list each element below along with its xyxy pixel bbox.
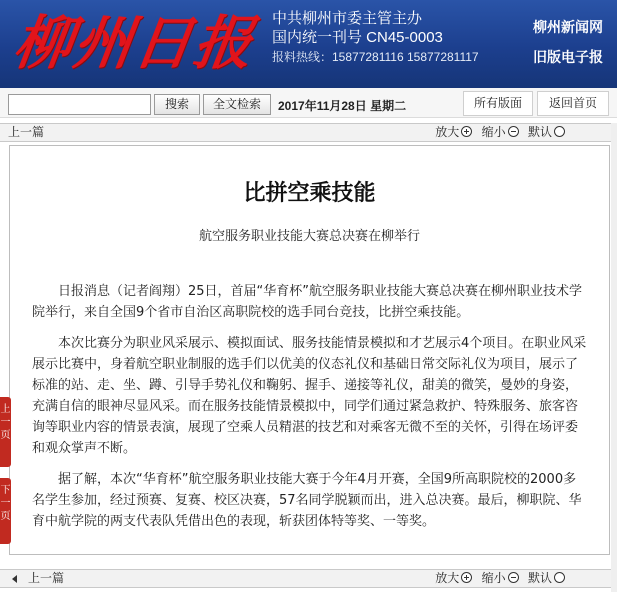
search-input[interactable] (8, 94, 151, 115)
zoom-in-label: 放大 (435, 125, 460, 139)
article-body (32, 281, 588, 542)
side-tab-char: 上 (0, 404, 11, 415)
prev-article-link[interactable]: 上一篇 (8, 125, 45, 139)
minus-circle-icon (508, 572, 519, 583)
zoom-default-button-bottom[interactable] (528, 570, 565, 587)
vertical-scrollbar[interactable] (611, 123, 617, 592)
left-triangle-icon (12, 575, 17, 583)
zoom-in-button-bottom[interactable] (435, 570, 472, 587)
article-nav-top (0, 123, 617, 142)
side-tab-char: 下 (0, 485, 11, 496)
zoom-default-button[interactable] (528, 124, 565, 141)
hotline: 报料热线：15877281116 15877281117 (272, 50, 479, 64)
prev-article-link-bottom[interactable]: 上一篇 (28, 571, 65, 585)
plus-circle-icon (461, 126, 472, 137)
sponsor-line: 中共柳州市委主管主办 (272, 10, 423, 27)
cn-number: 国内统一刊号 CN45-0003 (272, 29, 443, 46)
article-panel (9, 145, 610, 555)
old-edition-link[interactable]: 旧版电子报 (533, 49, 603, 65)
article-paragraph: 本次比赛分为职业风采展示、模拟面试、服务技能情景模拟和才艺展示4个项目。在职业风采展示比赛中，身着航空职业制服的选手们以优美的仪态礼仪和基础日常交际礼仪为项目，展示了标准的站、走、坐、蹲、引导手势礼仪和鞠躬、握手、递接等礼仪，甜美的微笑，曼妙的身姿，充满自信的眼神尽显风采。而在服务技能情景模拟中，同学们通过紧急救护、特殊服务、旅客咨询等职业内容的情景表演，展现了空乘人员精湛的技艺和对乘客无微不至的关怀，引得在场评委和观众掌声不断。 (32, 336, 587, 456)
issue-date: 2017年11月28日 星期二 (278, 99, 407, 113)
masthead (0, 0, 617, 88)
circle-icon (554, 126, 565, 137)
back-home-button[interactable]: 返回首页 (537, 91, 609, 116)
side-tab-char: 页 (0, 511, 11, 522)
article-paragraph: 日报消息（记者阎翔）25日，首届“华育杯”航空服务职业技能大赛总决赛在柳州职业技术学院举行，来自全国9个省市自治区高职院校的选手同台竞技，比拼空乘技能。 (32, 284, 583, 320)
article-subtitle: 航空服务职业技能大赛总决赛在柳举行 (198, 229, 420, 244)
zoom-out-label: 缩小 (481, 125, 506, 139)
zoom-out-label: 缩小 (481, 571, 506, 585)
zoom-controls-bottom (429, 570, 565, 587)
article-paragraph: 据了解，本次“华育杯”航空服务职业技能大赛于今年4月开赛，全国9所高职院校的2000多名学生参加，经过预赛、复赛、校区决赛，57名同学脱颖而出，进入总决赛。最后，柳职院、华育中航学院的两支代表队凭借出色的表现，斩获团体特等奖、一等奖。 (32, 472, 582, 529)
plus-circle-icon (461, 572, 472, 583)
zoom-out-button[interactable] (482, 124, 519, 141)
zoom-default-label: 默认 (527, 571, 552, 585)
side-tab-char: 页 (0, 430, 11, 441)
side-tab-char: 一 (0, 498, 11, 509)
zoom-in-button[interactable] (435, 124, 472, 141)
side-tab-char: 一 (0, 417, 11, 428)
prev-page-tab[interactable] (0, 397, 11, 467)
zoom-controls (429, 124, 565, 141)
newspaper-logo: 柳州日报 (9, 9, 259, 77)
zoom-default-label: 默认 (527, 125, 552, 139)
zoom-out-button-bottom[interactable] (482, 570, 519, 587)
article-title: 比拼空乘技能 (243, 181, 376, 206)
circle-icon (554, 572, 565, 583)
publication-info (272, 9, 479, 66)
fulltext-search-button[interactable]: 全文检索 (203, 94, 271, 115)
search-button[interactable]: 搜索 (154, 94, 200, 115)
masthead-links (533, 12, 603, 72)
all-pages-button[interactable]: 所有版面 (463, 91, 533, 116)
news-site-link[interactable]: 柳州新闻网 (533, 19, 603, 35)
article-nav-bottom (0, 569, 617, 588)
toolbar (0, 88, 617, 118)
minus-circle-icon (508, 126, 519, 137)
zoom-in-label: 放大 (435, 571, 460, 585)
next-page-tab[interactable] (0, 478, 11, 544)
